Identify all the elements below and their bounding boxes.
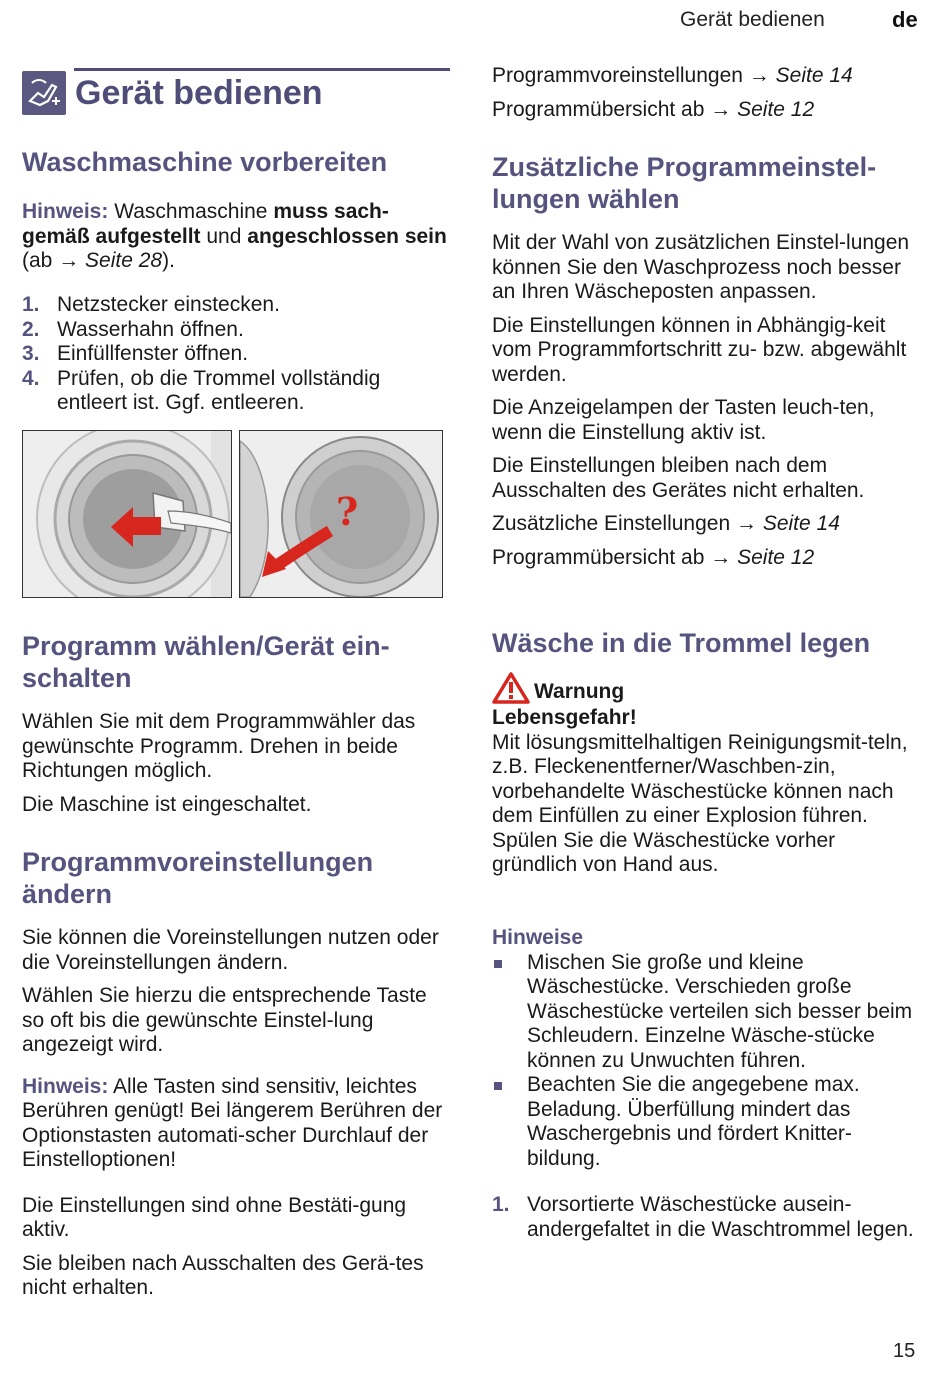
arrow-icon: → bbox=[58, 249, 86, 272]
hint-label: Hinweis: bbox=[22, 200, 109, 223]
list-item bbox=[22, 367, 452, 416]
ref-text: Zusätzliche Einstellungen bbox=[492, 512, 736, 535]
paragraph: Sie bleiben nach Ausschalten des Gerä-tes nicht erhalten. bbox=[22, 1251, 424, 1299]
paragraph: Die Einstellungen bleiben nach dem Ausschalten des Gerätes nicht erhalten. bbox=[492, 454, 865, 502]
hint-bold: muss sach-gemäß aufgestellt bbox=[22, 200, 389, 248]
warning-title: Warnung bbox=[534, 680, 625, 703]
step-number: 1. bbox=[492, 1193, 510, 1216]
step-number: 4. bbox=[22, 366, 40, 390]
reference-line bbox=[492, 64, 922, 89]
step-text: Prüfen, ob die Trommel vollständig entleert ist. Ggf. entleeren. bbox=[57, 366, 381, 414]
page-number: 15 bbox=[893, 1340, 916, 1362]
paragraph: Die Einstellungen sind ohne Bestäti-gung aktiv. bbox=[22, 1193, 407, 1241]
step-text: Vorsortierte Wäschestücke ausein-andergefaltet in die Waschtrommel legen. bbox=[527, 1193, 914, 1241]
arrow-icon: → bbox=[710, 545, 738, 569]
hint-item-text: Mischen Sie große und kleine Wäschestücke. Verschieden große Wäschestücke verteilen sich besser beim Schleudern. Einzelne Wäsche-stücke können zu Unwuchten führen. bbox=[527, 950, 913, 1072]
page-reference[interactable]: Seite 28 bbox=[85, 249, 163, 272]
hint-text: Waschmaschine bbox=[114, 200, 274, 223]
hint-bold: angeschlossen sein bbox=[247, 224, 447, 248]
page-reference[interactable]: Seite 14 bbox=[775, 64, 853, 87]
section-program-select bbox=[22, 630, 452, 694]
figure-check-drum bbox=[239, 430, 443, 598]
heading-presets: Programmvoreinstellungen ändern bbox=[22, 847, 374, 909]
bullet-square-icon bbox=[494, 960, 502, 968]
warning-text: Spülen Sie die Wäschestücke vorher gründlich von Hand aus. bbox=[492, 828, 836, 876]
prepare-steps bbox=[22, 293, 452, 416]
prepare-hint bbox=[22, 200, 452, 274]
section-laundry bbox=[492, 627, 922, 659]
paragraph: Wählen Sie hierzu die entsprechende Taste so oft bis die gewünschte Einstel-lung angezeigt wird. bbox=[22, 984, 427, 1056]
hint-item-text: Beachten Sie die angegebene max. Beladung. Überfüllung mindert das Waschergebnis und fördert Knitter-bildung. bbox=[527, 1073, 860, 1170]
paragraph: Wählen Sie mit dem Programmwähler das gewünschte Programm. Drehen in beide Richtungen möglich. bbox=[22, 710, 416, 782]
step-number: 2. bbox=[22, 317, 40, 341]
section-extra bbox=[492, 151, 922, 215]
list-item bbox=[492, 1193, 922, 1242]
paragraph: Die Maschine ist eingeschaltet. bbox=[22, 792, 312, 816]
page-title: Gerät bedienen bbox=[75, 74, 323, 112]
heading-extra: Zusätzliche Programmeinstel-lungen wählen bbox=[492, 152, 877, 214]
question-mark: ? bbox=[336, 489, 359, 534]
hint-text: Alle Tasten sind sensitiv, leichtes Berühren genügt! Bei längerem Berühren der Optionstasten automati-scher Durchlauf der Einstelloptionen! bbox=[22, 1074, 443, 1171]
section-prepare bbox=[22, 146, 452, 178]
extra-text bbox=[492, 231, 922, 570]
page-reference[interactable]: Seite 12 bbox=[737, 545, 815, 569]
title-rule bbox=[74, 68, 450, 71]
page-reference[interactable]: Seite 14 bbox=[762, 512, 840, 535]
language-code: de bbox=[892, 7, 918, 32]
warning-subtitle: Lebensgefahr! bbox=[492, 706, 637, 729]
arrow-icon: → bbox=[710, 97, 738, 121]
heading-prepare: Waschmaschine vorbereiten bbox=[22, 147, 388, 177]
page-reference[interactable]: Seite 12 bbox=[737, 97, 815, 121]
list-item bbox=[492, 1073, 922, 1171]
ref-text: Programmvoreinstellungen bbox=[492, 64, 749, 87]
paragraph: Sie können die Voreinstellungen nutzen oder die Voreinstellungen ändern. bbox=[22, 926, 439, 974]
arrow-icon: → bbox=[735, 512, 763, 535]
paragraph: Die Einstellungen können in Abhängig-keit vom Programmfortschritt zu- bzw. abgewählt werden. bbox=[492, 313, 907, 386]
presets-text bbox=[22, 926, 452, 1301]
reference-line bbox=[492, 546, 922, 571]
warning-text: Mit lösungsmittelhaltigen Reinigungsmit-teln, z.B. Fleckenentferner/Waschben-zin, vorbehandelte Wäschestücke können nach dem Einfüllen zu einer Explosion führen. bbox=[492, 730, 908, 827]
ref-text: Programmübersicht ab bbox=[492, 97, 711, 121]
list-item bbox=[22, 318, 452, 343]
paragraph: Die Anzeigelampen der Tasten leuch-ten, wenn die Einstellung aktiv ist. bbox=[492, 396, 875, 444]
section-presets bbox=[22, 846, 452, 910]
hints-label: Hinweise bbox=[492, 926, 584, 949]
warning-triangle-icon bbox=[492, 672, 530, 709]
bullet-square-icon bbox=[494, 1082, 502, 1090]
hint-text: und bbox=[200, 224, 248, 248]
heading-laundry: Wäsche in die Trommel legen bbox=[492, 628, 871, 658]
laundry-hints bbox=[492, 926, 922, 1171]
reference-line bbox=[492, 512, 922, 537]
paragraph: Mit der Wahl von zusätzlichen Einstel-lungen können Sie den Waschprozess noch besser an Ihren Wäscheposten anpassen. bbox=[492, 231, 910, 303]
heading-program-select: Programm wählen/Gerät ein-schalten bbox=[22, 631, 390, 693]
presets-hint bbox=[22, 1075, 452, 1173]
arrow-icon: → bbox=[748, 64, 776, 87]
step-text: Wasserhahn öffnen. bbox=[57, 317, 244, 341]
list-item bbox=[22, 293, 452, 318]
step-number: 1. bbox=[22, 293, 40, 316]
list-item bbox=[22, 342, 452, 367]
hand-operating-icon bbox=[22, 71, 66, 115]
reference-line bbox=[492, 98, 922, 123]
step-number: 3. bbox=[22, 342, 40, 365]
step-text: Netzstecker einstecken. bbox=[57, 293, 280, 316]
figure-open-door bbox=[22, 430, 232, 598]
laundry-steps bbox=[492, 1193, 922, 1242]
hint-text: ). bbox=[162, 249, 175, 272]
hint-text: (ab bbox=[22, 249, 59, 272]
program-select-text bbox=[22, 710, 452, 817]
warning-block bbox=[492, 672, 922, 878]
top-refs bbox=[492, 64, 922, 122]
running-header: Gerät bedienen bbox=[680, 8, 825, 31]
step-text: Einfüllfenster öffnen. bbox=[57, 342, 249, 365]
ref-text: Programmübersicht ab bbox=[492, 545, 711, 569]
list-item bbox=[492, 951, 922, 1074]
hint-label: Hinweis: bbox=[22, 1074, 109, 1098]
